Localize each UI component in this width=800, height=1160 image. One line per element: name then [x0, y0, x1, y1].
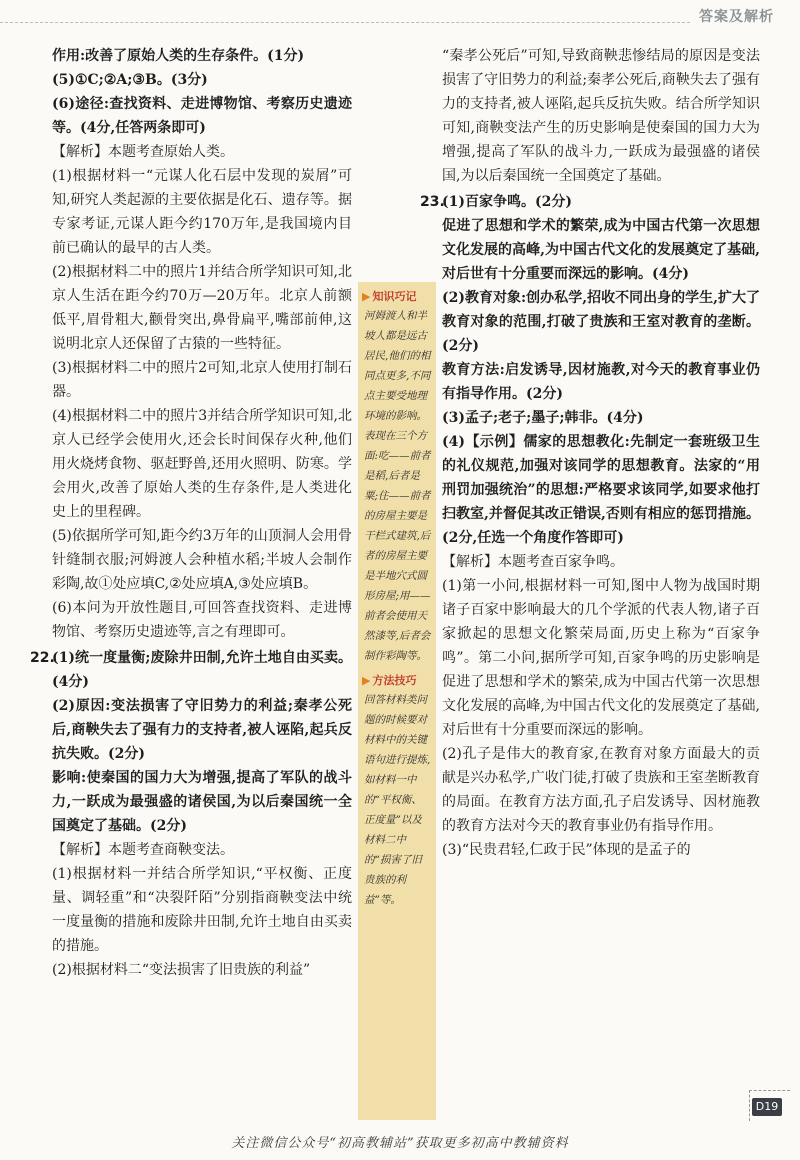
answer-paragraph: 22.(1)统一度量衡;废除井田制,允许土地自由买卖。(4分): [52, 646, 352, 694]
answer-paragraph: (2)孔子是伟大的教育家,在教育对象方面最大的贡献是兴办私学,广收门徒,打破了贵族和王室垄断教育的局面。在教育方法方面,孔子启发诱导、因材施教的教育方法对今天的教育事业仍有指导作用。: [442, 746, 760, 834]
answer-paragraph: (5)①C;②A;③B。(3分): [52, 72, 208, 88]
q22-answer-block: [30, 646, 352, 982]
q22-continued-block: [442, 44, 760, 188]
answer-paragraph: “秦孝公死后”可知,导致商鞅悲惨结局的原因是变法损害了守旧势力的利益;秦孝公死后,商鞅失去了强有力的支持者,被人诬陷,起兵反抗失败。结合所学知识可知,商鞅变法产生的历史影响是使秦国的国力大为增强,提高了军队的战斗力,一跃成为最强盛的诸侯国,为以后秦国统一全国奠定了基础。: [442, 48, 760, 184]
answer-paragraph: (2)根据材料二中的照片1并结合所学知识可知,北京人生活在距今约70万—20万年。北京人前额低平,眉骨粗大,颧骨突出,鼻骨扁平,嘴部前伸,这说明北京人还保留了古猿的一些特征。: [52, 264, 352, 352]
answer-paragraph: (1)根据材料一并结合所学知识,“平权衡、正度量、调轻重”和“决裂阡陌”分别指商鞅变法中统一度量衡的措施和废除井田制,允许土地自由买卖的措施。: [52, 866, 352, 954]
answer-paragraph: (6)本问为开放性题目,可回答查找资料、走进博物馆、考察历史遗迹等,言之有理即可。: [52, 600, 352, 640]
knowledge-tip-heading: ▶ 知识巧记: [362, 290, 417, 303]
answer-paragraph: (3)根据材料二中的照片2可知,北京人使用打制石器。: [52, 360, 352, 400]
answer-paragraph: 【解析】本题考查商鞅变法。: [52, 842, 234, 858]
answer-paragraph: (3)孟子;老子;墨子;韩非。(4分): [442, 410, 644, 426]
method-tip-heading: ▶ 方法技巧: [362, 674, 417, 687]
header-title: 答案及解析: [699, 9, 774, 25]
answer-paragraph: (1)第一小问,根据材料一可知,图中人物为战国时期诸子百家中影响最大的几个学派的代表人物,诸子百家掀起的思想文化繁荣局面,历史上称为“百家争鸣”。第二小问,据所学可知,百家争鸣的历史影响是促进了思想和学术的繁荣,成为中国古代第一次思想文化发展的高峰,为中国古代文化的发展奠定了基础,对后世有十分重要而深远的影响。: [442, 578, 760, 738]
right-column: [420, 44, 760, 862]
question-number: 23.: [420, 194, 445, 210]
answer-paragraph: 影响:使秦国的国力大为增强,提高了军队的战斗力,一跃成为最强盛的诸侯国,为以后秦国统一全国奠定了基础。(2分): [52, 770, 352, 834]
footer-note: 关注微信公众号“初高教辅站”获取更多初高中教辅资料: [231, 1136, 569, 1151]
answer-paragraph: (2)根据材料二“变法损害了旧贵族的利益”: [52, 962, 311, 978]
left-column: [30, 44, 352, 982]
answer-paragraph: (1)根据材料一“元谋人化石层中发现的炭屑”可知,研究人类起源的主要依据是化石、遗存等。据专家考证,元谋人距今约170万年,是我国境内目前已确认的最早的古人类。: [52, 168, 352, 256]
method-tip-text: 回答材料类问题的时候要对材料中的关键语句进行提炼,如材料一中的“平权衡、正度量”以及材料二中的“损害了旧贵族的利益”等。: [364, 694, 431, 906]
answer-paragraph: 【解析】本题考查原始人类。: [52, 144, 234, 160]
answer-paragraph: (6)途径:查找资料、走进博物馆、考察历史遗迹等。(4分,任答两条即可): [52, 96, 352, 136]
q23-answer-block: [420, 190, 760, 862]
answer-paragraph: (5)依据所学可知,距今约3万年的山顶洞人会用骨针缝制衣服;河姆渡人会种植水稻;半坡人会制作彩陶,故①处应填C,②处应填A,③处应填B。: [52, 528, 352, 592]
answer-paragraph: 23.(1)百家争鸣。(2分): [442, 190, 760, 214]
answer-paragraph: (4)根据材料二中的照片3并结合所学知识可知,北京人已经学会使用火,还会长时间保存火种,他们用火烧烤食物、驱赶野兽,还用火照明、防寒。学会用火,改善了原始人类的生存条件,是人类进化史上的里程碑。: [52, 408, 352, 520]
answer-paragraph: (2)原因:变法损害了守旧势力的利益;秦孝公死后,商鞅失去了强有力的支持者,被人诬陷,起兵反抗失败。(2分): [52, 698, 352, 762]
page-number: D19: [752, 1098, 782, 1116]
header-divider: [0, 22, 800, 23]
answer-paragraph: 作用:改善了原始人类的生存条件。(1分): [52, 48, 305, 64]
question-number: 22.: [30, 650, 55, 666]
answer-paragraph: 【解析】本题考查百家争鸣。: [442, 554, 624, 570]
q21-answer-block: [52, 44, 352, 644]
answer-paragraph: (3)“民贵君轻,仁政于民”体现的是孟子的: [442, 842, 691, 858]
answer-paragraph: 教育方法:启发诱导,因材施教,对今天的教育事业仍有指导作用。(2分): [442, 362, 760, 402]
answer-paragraph: (4)【示例】儒家的思想教化:先制定一套班级卫生的礼仪规范,加强对该同学的思想教育。法家的“用刑罚加强统治”的思想:严格要求该同学,如要求他打扫教室,并督促其改正错误,否则有相应的惩罚措施。(2分,任选一个角度作答即可): [442, 434, 760, 546]
knowledge-tip-text: 河姆渡人和半坡人都是远古居民,他们的相同点更多,不同点主要受地理环境的影响。表现在三个方面:吃——前者是稻,后者是粟;住——前者的房屋主要是干栏式建筑,后者的房屋主要是半地穴式圆形房屋;用——前者会使用天然漆等,后者会制作彩陶等。: [364, 310, 431, 662]
answer-paragraph: (2)教育对象:创办私学,招收不同出身的学生,扩大了教育对象的范围,打破了贵族和王室对教育的垄断。(2分): [442, 290, 760, 354]
answer-paragraph: 促进了思想和学术的繁荣,成为中国古代第一次思想文化发展的高峰,为中国古代文化的发展奠定了基础,对后世有十分重要而深远的影响。(4分): [442, 218, 760, 282]
tips-sidebar: [358, 282, 436, 1120]
